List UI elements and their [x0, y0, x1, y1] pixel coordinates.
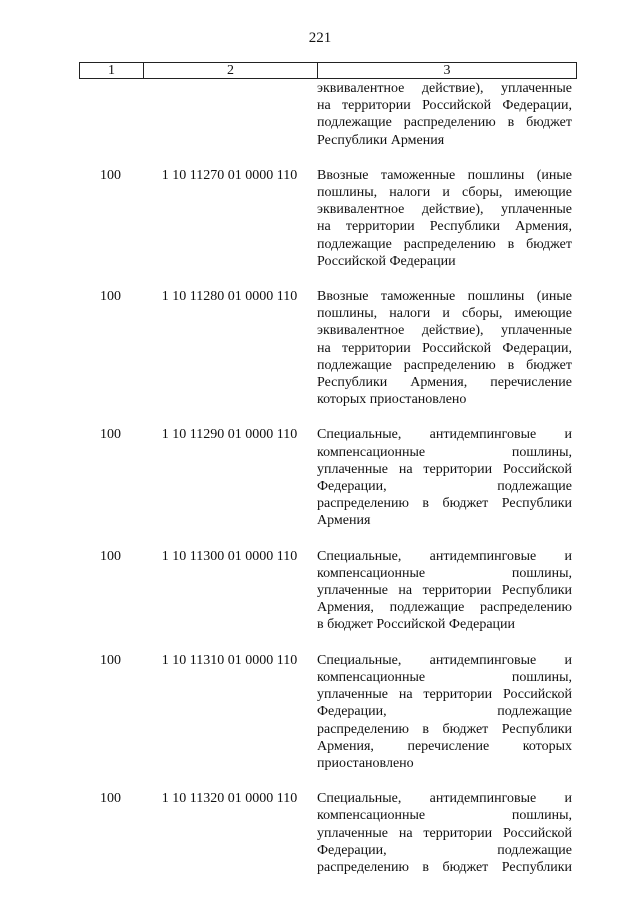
column-header-1: 1 — [80, 63, 144, 78]
table-row — [79, 426, 577, 529]
description-line: Армения — [317, 513, 371, 529]
description-cell — [317, 548, 572, 634]
description-cell — [317, 426, 572, 529]
table-rows — [79, 167, 577, 876]
budget-code-cell: 1 10 11320 01 0000 110 — [161, 791, 298, 807]
description-line: Республики Армения — [317, 132, 445, 148]
description-line: эквивалентное действие), уплаченные — [317, 202, 572, 218]
description-line: уплаченные на территории Российской — [317, 461, 572, 477]
description-line: Специальные, антидемпинговые и — [317, 427, 572, 443]
description-line: Федерации, подлежащие — [317, 842, 572, 858]
description-line: уплаченные на территории Российской — [317, 687, 572, 703]
description-line: Федерации, подлежащие — [317, 479, 572, 495]
admin-code-cell: 100 — [100, 289, 121, 305]
description-cell — [317, 167, 572, 270]
budget-code-cell: 1 10 11270 01 0000 110 — [161, 167, 298, 183]
description-line: на территории Республики Армения, — [317, 219, 572, 235]
description-cell — [317, 790, 572, 876]
column-header-3: 3 — [443, 63, 451, 78]
description-line: уплаченные на территории Республики — [317, 583, 572, 599]
description-line: Специальные, антидемпинговые и — [317, 548, 572, 564]
description-text — [317, 167, 572, 270]
description-line: подлежащие распределению в бюджет — [317, 236, 572, 252]
description-line: Ввозные таможенные пошлины (иные — [317, 289, 572, 305]
table-row — [79, 652, 577, 772]
description-cell — [317, 288, 572, 408]
table-body — [79, 80, 577, 876]
description-line: в бюджет Российской Федерации — [317, 617, 516, 633]
admin-code-cell: 100 — [100, 548, 121, 564]
description-line: пошлины, налоги и сборы, имеющие — [317, 306, 572, 322]
budget-code-cell: 1 10 11300 01 0000 110 — [161, 548, 298, 564]
description-line: Федерации, подлежащие — [317, 704, 572, 720]
description-line: компенсационные пошлины, — [317, 444, 572, 460]
table-row — [79, 548, 577, 634]
continued-description-text — [317, 80, 572, 149]
description-line: подлежащие распределению в бюджет — [317, 115, 572, 131]
description-line: компенсационные пошлины, — [317, 808, 572, 824]
table-row — [79, 790, 577, 876]
table-row — [79, 167, 577, 270]
admin-code-cell: 100 — [100, 427, 121, 443]
description-line: Специальные, антидемпинговые и — [317, 652, 572, 668]
description-text — [317, 288, 572, 408]
description-line: уплаченные на территории Российской — [317, 825, 572, 841]
budget-code-cell: 1 10 11290 01 0000 110 — [161, 427, 298, 443]
admin-code-cell: 100 — [100, 652, 121, 668]
admin-code-cell: 100 — [100, 791, 121, 807]
description-text — [317, 790, 572, 876]
budget-code-cell: 1 10 11280 01 0000 110 — [161, 289, 298, 305]
description-line: Армения, перечисление которых — [317, 738, 572, 754]
description-line: Российской Федерации — [317, 253, 456, 269]
description-line: Ввозные таможенные пошлины (иные — [317, 167, 572, 183]
description-line: на территории Российской Федерации, — [317, 340, 572, 356]
description-line: компенсационные пошлины, — [317, 565, 572, 581]
description-line: Армения, подлежащие распределению — [317, 600, 572, 616]
description-line: которых приостановлено — [317, 392, 467, 408]
description-line: эквивалентное действие), уплаченные — [317, 323, 572, 339]
description-line: распределению в бюджет Республики — [317, 721, 572, 737]
description-line: приостановлено — [317, 755, 414, 771]
description-text — [317, 426, 572, 529]
description-line: пошлины, налоги и сборы, имеющие — [317, 185, 572, 201]
description-line: эквивалентное действие), уплаченные — [317, 81, 572, 96]
description-line: на территории Российской Федерации, — [317, 98, 572, 114]
description-text — [317, 652, 572, 772]
description-text — [317, 548, 572, 634]
table-row — [79, 288, 577, 408]
description-cell — [317, 652, 572, 772]
description-line: Республики Армения, перечисление — [317, 375, 572, 391]
table-header-row — [79, 62, 577, 79]
description-line: подлежащие распределению в бюджет — [317, 357, 572, 373]
description-line: Специальные, антидемпинговые и — [317, 791, 572, 807]
description-line: распределению в бюджет Республики — [317, 496, 572, 512]
page-number: 221 — [308, 30, 332, 46]
description-line: компенсационные пошлины, — [317, 669, 572, 685]
continued-description — [317, 80, 572, 149]
description-line: распределению в бюджет Республики — [317, 859, 572, 875]
admin-code-cell: 100 — [100, 167, 121, 183]
column-header-2: 2 — [144, 63, 318, 78]
budget-code-cell: 1 10 11310 01 0000 110 — [161, 652, 298, 668]
